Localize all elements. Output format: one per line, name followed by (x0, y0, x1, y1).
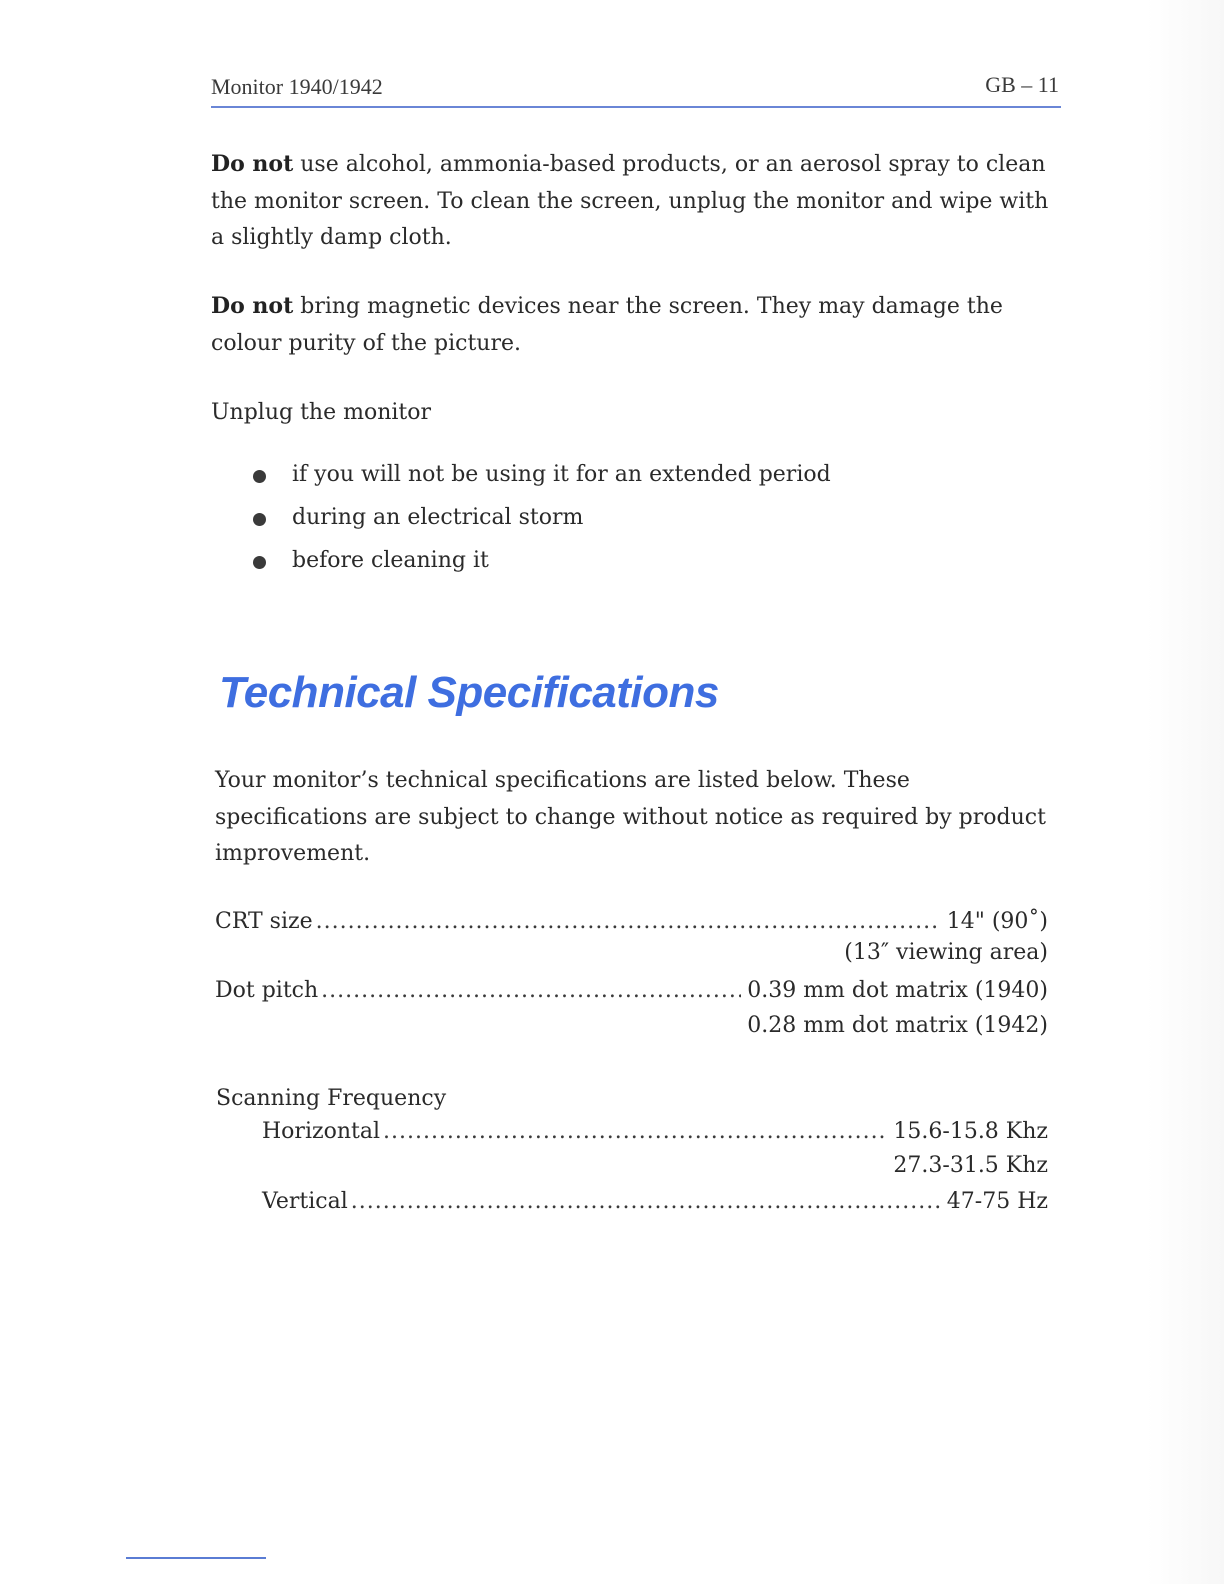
spec-value: 0.39 mm dot matrix (1940) (747, 978, 1048, 1003)
dot-leader (321, 974, 741, 1008)
list-item (252, 456, 831, 499)
spec-row-dot-pitch (215, 974, 1048, 1008)
section-title: Technical Specifications (219, 668, 719, 717)
magnetic-text: bring magnetic devices near the screen. They may damage the colour purity of the picture. (211, 294, 1003, 356)
spec-label: Horizontal (262, 1119, 380, 1144)
spec-value: 14" (90˚) (946, 909, 1048, 934)
spec-value: 15.6-15.8 Khz (893, 1119, 1048, 1144)
dot-leader (383, 1115, 887, 1149)
spec-row-vertical (262, 1185, 1048, 1219)
dot-leader (351, 1185, 941, 1219)
spec-label: CRT size (215, 909, 313, 934)
warning-emphasis: Do not (211, 151, 294, 177)
list-item-text: during an electrical storm (292, 505, 584, 530)
spec-value-horizontal-2: 27.3-31.5 Khz (893, 1153, 1048, 1178)
bullet-icon (253, 513, 266, 526)
warning-emphasis: Do not (211, 293, 294, 319)
spec-value-dot-pitch-1942: 0.28 mm dot matrix (1942) (747, 1013, 1048, 1038)
magnetic-paragraph (211, 288, 1041, 362)
list-item (252, 542, 831, 585)
header-rule (211, 106, 1061, 108)
unplug-intro: Unplug the monitor (211, 400, 432, 425)
unplug-list (252, 456, 831, 585)
list-item-text: before cleaning it (292, 548, 489, 573)
bullet-icon (253, 470, 266, 483)
footer-rule (126, 1557, 266, 1559)
header-page-number: GB – 11 (985, 72, 1059, 97)
header-title: Monitor 1940/1942 (211, 74, 383, 99)
spec-label: Dot pitch (215, 978, 319, 1003)
spec-value: 47-75 Hz (946, 1189, 1048, 1214)
running-header (211, 72, 1061, 102)
specs-intro: Your monitor’s technical specifications are listed below. These specifications are subject to change without notice as required by product improvement. (215, 768, 1046, 866)
spec-row-crt (215, 905, 1048, 939)
spec-label: Vertical (262, 1189, 348, 1214)
spec-heading-scanning: Scanning Frequency (216, 1086, 447, 1111)
list-item-text: if you will not be using it for an extended period (292, 462, 831, 487)
spec-row-horizontal (262, 1115, 1048, 1149)
page-edge-shade (1146, 0, 1224, 1584)
list-item (252, 499, 831, 542)
spec-note-crt: (13″ viewing area) (844, 940, 1048, 965)
cleaning-paragraph (211, 146, 1061, 257)
cleaning-text: use alcohol, ammonia-based products, or an aerosol spray to clean the monitor screen. To clean the screen, unplug the monitor and wipe with a slightly damp cloth. (211, 152, 1049, 250)
dot-leader (316, 905, 941, 939)
bullet-icon (253, 556, 266, 569)
